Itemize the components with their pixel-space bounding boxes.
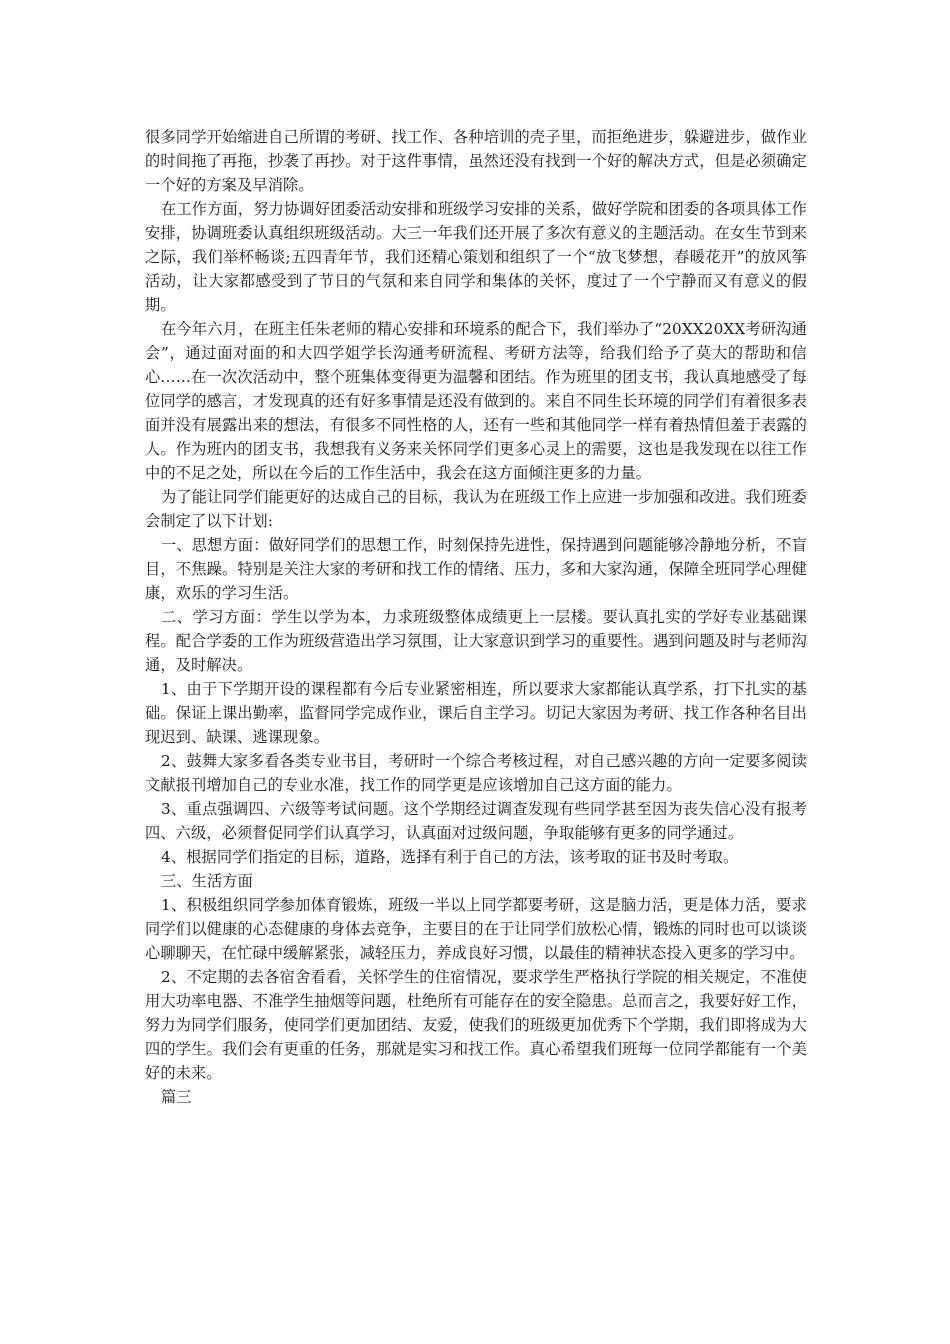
paragraph-8: 2、鼓舞大家多看各类专业书目，考研时一个综合考核过程，对自己感兴趣的方向一定要多阅读文献报刊增加自己的专业水准，找工作的同学更是应该增加自己这方面的能力。 [145,752,807,794]
paragraph-1: 很多同学开始缩进自己所谓的考研、找工作、各种培训的壳子里，而拒绝进步，躲避进步，做作业的时间拖了再拖，抄袭了再抄。对于这件事情，虽然还没有找到一个好的解决方式，但是必须确定一个好的方案及早消除。 [145,128,807,194]
part-three-heading: 篇三 [161,1088,192,1106]
paragraph-6: 二、学习方面：学生以学为本，力求班级整体成绩更上一层楼。要认真扎实的学好专业基础课程。配合学委的工作为班级营造出学习氛围，让大家意识到学习的重要性。遇到问题及时与老师沟通，及时解决。 [145,608,807,674]
paragraph-9: 3、重点强调四、六级等考试问题。这个学期经过调查发现有些同学甚至因为丧失信心没有报考四、六级，必须督促同学们认真学习，认真面对过级问题，争取能够有更多的同学通过。 [145,800,807,842]
paragraph-5: 一、思想方面：做好同学们的思想工作，时刻保持先进性，保持遇到问题能够冷静地分析，不盲目，不焦躁。特别是关注大家的考研和找工作的情绪、压力，多和大家沟通，保障全班同学心理健康，欢乐的学习生活。 [145,536,807,602]
paragraph-13: 2、不定期的去各宿舍看看，关怀学生的住宿情况，要求学生严格执行学院的相关规定，不准使用大功率电器、不准学生抽烟等问题，杜绝所有可能存在的安全隐患。总而言之，我要好好工作，努力为同学们服务，使同学们更加团结、友爱，使我们的班级更加优秀下个学期，我们即将成为大四的学生。我们会有更重的任务，那就是实习和找工作。真心希望我们班每一位同学都能有一个美好的未来。 [145,968,807,1082]
document-body [145,125,807,1109]
paragraph-2: 在工作方面，努力协调好团委活动安排和班级学习安排的关系，做好学院和团委的各项具体工作安排，协调班委认真组织班级活动。大三一年我们还开展了多次有意义的主题活动。在女生节到来之际，我们举杯畅谈;五四青年节，我们还精心策划和组织了一个“放飞梦想，春暖花开”的放风筝活动，让大家都感受到了节日的气氛和来自同学和集体的关怀，度过了一个宁静而又有意义的假期。 [145,200,807,314]
paragraph-4: 为了能让同学们能更好的达成自己的目标，我认为在班级工作上应进一步加强和改进。我们班委会制定了以下计划: [145,488,807,530]
paragraph-3: 在今年六月，在班主任朱老师的精心安排和环境系的配合下，我们举办了“20XX20XX考研沟通会”，通过面对面的和大四学姐学长沟通考研流程、考研方法等，给我们给予了莫大的帮助和信心……在一次次活动中，整个班集体变得更为温馨和团结。作为班里的团支书，我认真地感受了每位同学的感言，才发现真的还有好多事情是还没有做到的。来自不同生长环境的同学们有着很多表面并没有展露出来的想法，有很多不同性格的人，还有一些和其他同学一样有着热情但羞于表露的人。作为班内的团支书，我想我有义务来关怀同学们更多心灵上的需要，这也是我发现在以往工作中的不足之处，所以在今后的工作生活中，我会在这方面倾注更多的力量。 [145,320,807,482]
paragraph-12: 1、积极组织同学参加体育锻炼，班级一半以上同学都要考研，这是脑力活，更是体力活，要求同学们以健康的心态健康的身体去竞争，主要目的在于让同学们放松心情，锻炼的同时也可以谈谈心聊聊天，在忙碌中缓解紧张，减轻压力，养成良好习惯，以最佳的精神状态投入更多的学习中。 [145,896,807,962]
paragraph-10: 4、根据同学们指定的目标，道路，选择有利于自己的方法，该考取的证书及时考取。 [161,848,739,866]
paragraph-7: 1、由于下学期开设的课程都有今后专业紧密相连，所以要求大家都能认真学系，打下扎实的基础。保证上课出勤率，监督同学完成作业，课后自主学习。切记大家因为考研、找工作各种名目出现迟到、缺课、逃课现象。 [145,680,807,746]
section-heading-life: 三、生活方面 [161,872,254,890]
